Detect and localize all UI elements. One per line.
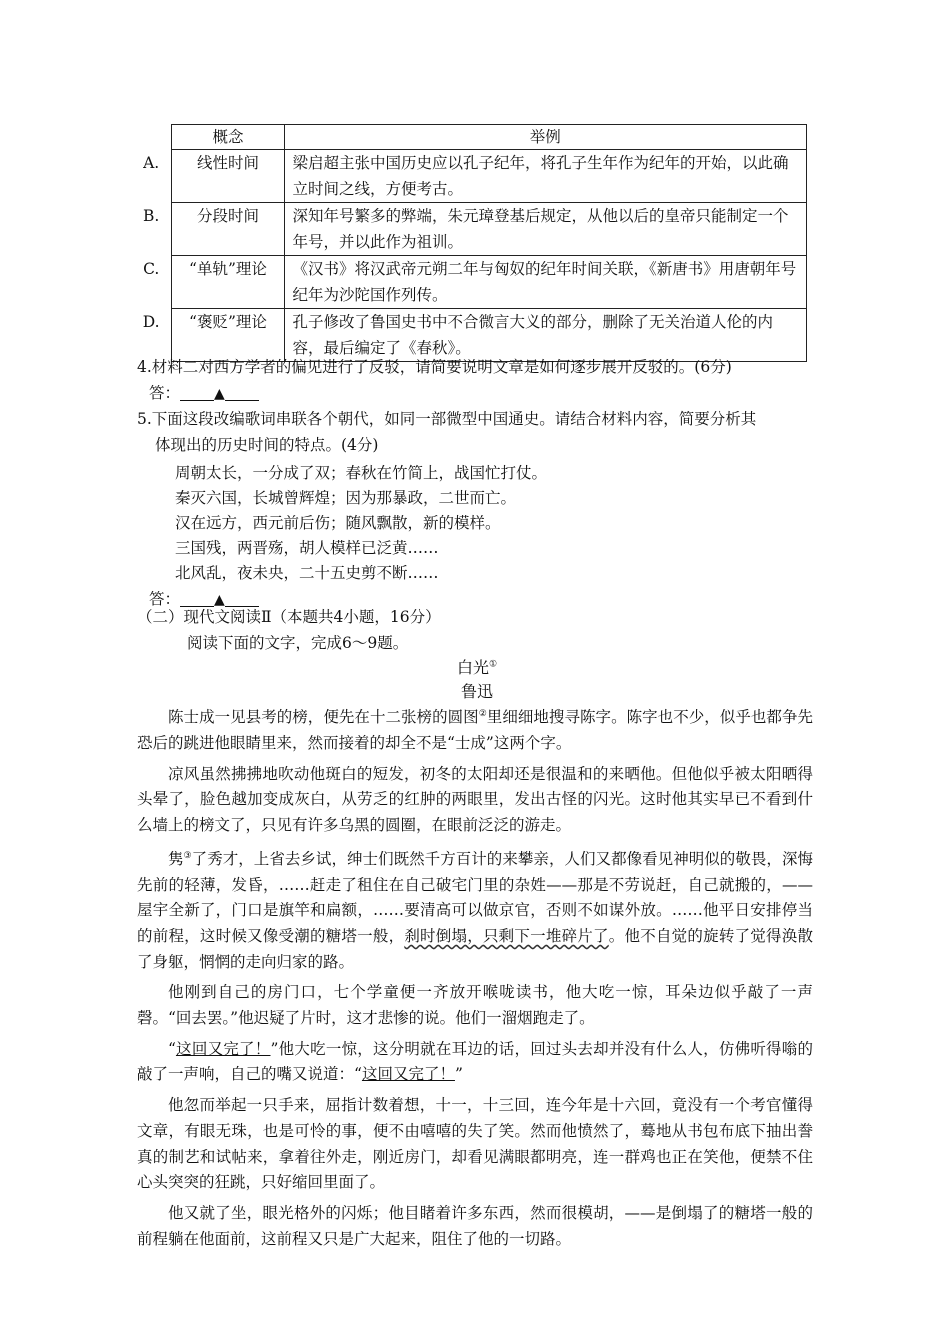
- paragraph: 陈士成一见县考的榜，便先在十二张榜的圆图②里细细地搜寻陈字。陈字也不少，似乎也都争先恐后的跳进他眼睛里来，然而接着的却全不是“士成”这两个字。: [137, 708, 813, 752]
- footnote-marker: ①: [488, 659, 498, 670]
- paragraph: “这回又完了！”他大吃一惊，这分明就在耳边的话，回过头去却并没有什么人，仿佛听得嗡的敲了一声响，自己的嘴又说道：“这回又完了！”: [137, 1039, 813, 1084]
- section-2-instruction: 阅读下面的文字，完成6～9题。: [187, 634, 409, 652]
- table-header-row: [137, 125, 807, 150]
- question-4-text: 4.材料二对西方学者的偏见进行了反驳，请简要说明文章是如何逐步展开反驳的。(6分): [137, 358, 732, 376]
- option-concept: “单轨”理论: [172, 256, 284, 309]
- article-author: 鲁迅: [460, 682, 493, 701]
- answer-marker-icon: ▲: [214, 592, 225, 608]
- lyric-line: 北风乱，夜未央，二十五史剪不断……: [175, 564, 439, 582]
- answer-marker-icon: ▲: [214, 386, 225, 402]
- question-4: [137, 354, 817, 407]
- answer-label: 答：: [149, 384, 181, 402]
- question-5-line-1: 5.下面这段改编歌词串联各个朝代，如同一部微型中国通史。请结合材料内容，简要分析其: [137, 410, 757, 428]
- option-example: 孔子修改了鲁国史书中不合微言大义的部分，删除了无关治道人伦的内容，最后编定了《春秋》。: [284, 309, 806, 362]
- lyric-line: 汉在远方，西元前后伤；随风飘散，新的模样。: [175, 514, 501, 532]
- paragraph: 他又就了坐，眼光格外的闪烁；他目睹着许多东西，然而很模胡，——是倒塌了的糖塔一般的前程躺在他面前，这前程又只是广大起来，阻住了他的一切路。: [137, 1203, 813, 1248]
- option-example: 深知年号繁多的弊端，朱元璋登基后规定，从他以后的皇帝只能制定一个年号，并以此作为祖训。: [284, 203, 806, 256]
- table-row: [137, 203, 807, 256]
- answer-label: 答：: [149, 590, 181, 608]
- options-table: [137, 124, 807, 362]
- option-example: 梁启超主张中国历史应以孔子纪年，将孔子生年作为纪年的开始，以此确立时间之线，方便考古。: [284, 150, 806, 203]
- option-concept: 线性时间: [172, 150, 284, 203]
- table-row: [137, 256, 807, 309]
- option-letter: A.: [143, 153, 160, 172]
- paragraph: 他刚到自己的房门口，七个学童便一齐放开喉咙读书，他大吃一惊，耳朵边似乎敲了一声磬。“回去罢。”他迟疑了片时，这才悲惨的说。他们一溜烟跑走了。: [137, 983, 813, 1028]
- option-concept: 分段时间: [172, 203, 284, 256]
- header-example: 举例: [284, 125, 806, 150]
- header-concept: 概念: [172, 125, 284, 150]
- article-body: [137, 702, 813, 1257]
- question-5-line-2: 体现出的历史时间的特点。(4分): [155, 436, 379, 454]
- option-letter: B.: [143, 206, 160, 225]
- paragraph: 他忽而举起一只手来，屈指计数着想，十一，十三回，连今年是十六回，竟没有一个考官懂得文章，有眼无珠，也是可怜的事，便不由嘻嘻的失了笑。然而他愤然了，蓦地从书包布底下抽出誊真的制艺和试帖来，拿着往外走，刚近房门，却看见满眼都明亮，连一群鸡也正在笑他，便禁不住心头突突的狂跳，只好缩回里面了。: [137, 1096, 813, 1192]
- article-title: 白光①: [456, 658, 498, 677]
- section-2-heading: （二）现代文阅读Ⅱ（本题共4小题，16分）: [137, 608, 441, 626]
- paragraph: 隽③了秀才，上省去乡试，绅士们既然千方百计的来攀亲，人们又都像看见神明似的敬畏，深悔先前的轻薄，发昏，……赶走了租住在自己破宅门里的杂姓——那是不劳说赶，自己就搬的，——屋宇全新了，门口是旗竿和扁额，……要清高可以做京官，否则不如谋外放。……他平日安排停当的前程，这时候又像受潮的糖塔一般，刹时倒塌，只剩下一堆碎片了。他不自觉的旋转了觉得涣散了身躯，惘惘的走向归家的路。: [137, 849, 813, 971]
- table-row: [137, 150, 807, 203]
- option-example: 《汉书》将汉武帝元朔二年与匈奴的纪年时间关联，《新唐书》用唐朝年号纪年为沙陀国作列传。: [284, 256, 806, 309]
- underlined-text: 这回又完了！: [361, 1065, 455, 1084]
- underlined-text: 这回又完了！: [175, 1039, 271, 1058]
- wavy-underlined-text: 刹时倒塌，只剩下一堆碎片了: [404, 926, 609, 945]
- footnote-marker: ②: [478, 709, 487, 719]
- footnote-marker: ③: [183, 850, 192, 861]
- option-letter: D.: [142, 312, 160, 331]
- lyric-line: 周朝太长，一分成了双；春秋在竹简上，战国忙打仗。: [175, 464, 548, 482]
- option-concept: “褒贬”理论: [172, 309, 284, 362]
- section-2: [137, 604, 817, 656]
- question-4-answer[interactable]: [137, 380, 817, 407]
- lyric-line: 秦灭六国，长城曾辉煌；因为那暴政，二世而亡。: [175, 489, 517, 507]
- question-5: [137, 406, 817, 613]
- paragraph: 凉风虽然拂拂地吹动他斑白的短发，初冬的太阳却还是很温和的来晒他。但他似乎被太阳晒得头晕了，脸色越加变成灰白，从劳乏的红肿的两眼里，发出古怪的闪光。这时他其实早已不看到什么墙上的榜文了，只见有许多乌黑的圆圈，在眼前泛泛的游走。: [137, 764, 813, 834]
- option-letter: C.: [143, 259, 160, 278]
- lyric-line: 三国残，两晋殇，胡人模样已泛黄……: [175, 539, 439, 557]
